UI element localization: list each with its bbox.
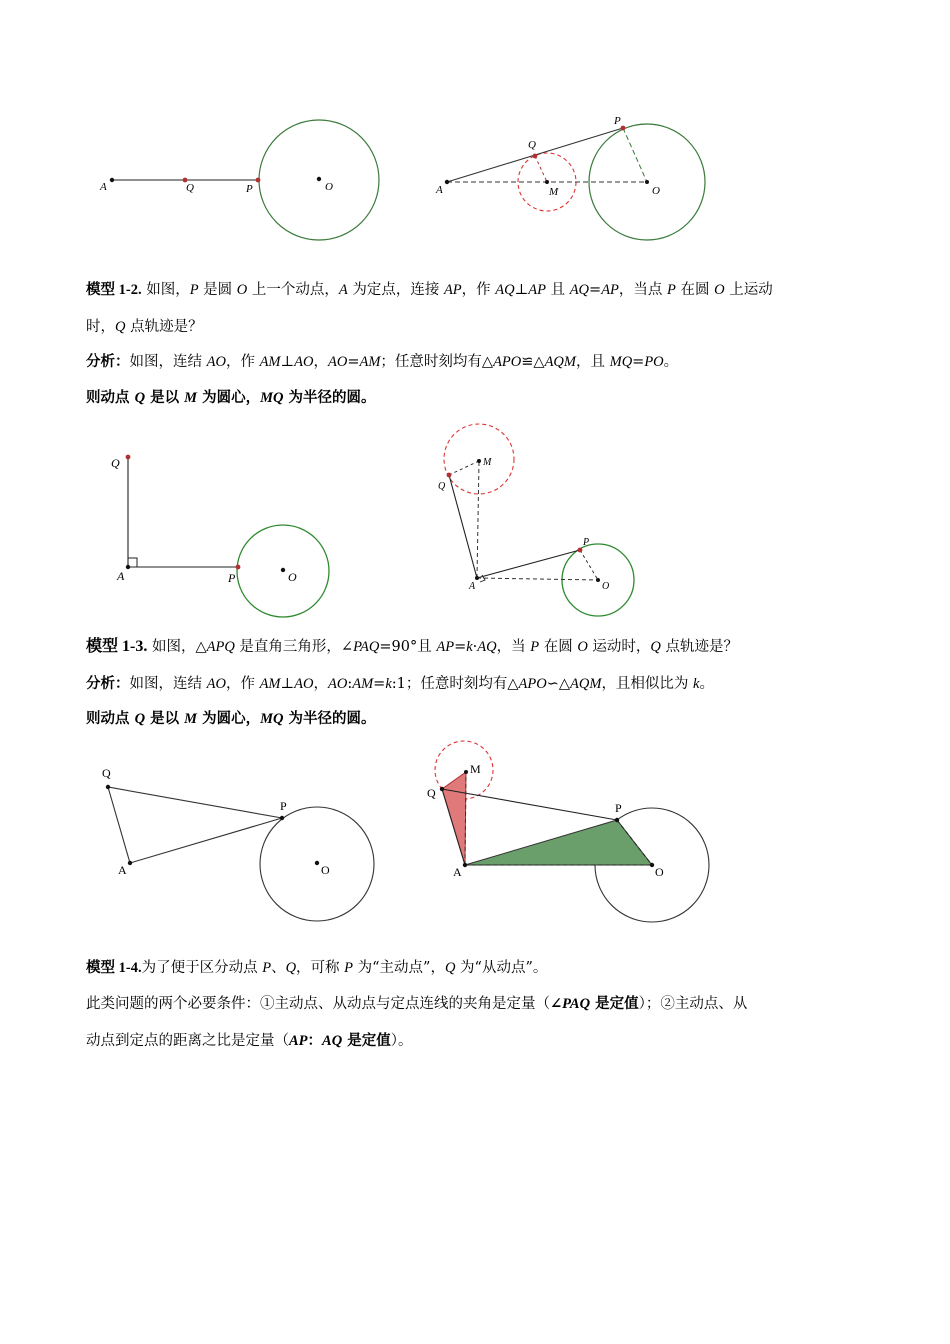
text-seg: 此类问题的两个必要条件：①主动点、从动点与定点连线的夹角是定量（ [86,996,550,1012]
text-seg: 是以 [145,710,185,727]
point-q [440,787,444,791]
text-seg: =90°且 [379,639,437,655]
figure-model-1-3-similarity [420,735,720,930]
angle-symbol: ∠ [550,995,563,1012]
point-q [126,455,131,460]
var: AQ [477,639,497,655]
point-a [126,565,130,569]
segment-qp [442,789,617,820]
var: AM [359,354,381,370]
segment-ap [477,550,580,578]
text-seg: ， [313,676,328,692]
text-seg: · [472,639,478,655]
text-seg: 是以 [145,389,185,406]
text-seg: 运动时， [587,639,651,655]
point-p [615,818,619,822]
label-p: P [583,537,590,548]
text-seg: ，当 [496,639,531,655]
analysis-label: 分析： [86,675,130,692]
var: O [577,639,588,655]
label-a: A [436,184,443,196]
label-q: Q [111,456,120,470]
text-seg: ，作 [461,282,496,298]
model-1-3-analysis [86,674,714,694]
label-a: A [117,569,125,583]
point-p [236,565,241,570]
var: APO [518,676,547,692]
model-1-3-line-1 [86,637,738,657]
text-seg: ）。 [390,1033,413,1049]
label-a: A [118,863,127,877]
text-seg: 如图，△ [147,639,207,655]
text-seg: 则动点 [86,710,135,727]
segment-po [623,128,647,182]
text-seg: ，可称 [296,960,345,976]
point-p [256,178,261,183]
text-seg: ）；②主动点、从 [638,996,748,1012]
var: AO [206,354,226,370]
point-a [110,178,114,182]
segment-am [477,461,479,578]
model-1-3-label: 模型 1-3. [86,638,148,655]
var: AO [327,354,348,370]
var: M [184,711,198,727]
text-seg: : [347,676,353,692]
var: AP [528,282,546,298]
text-seg: 为“从动点”。 [455,960,548,976]
label-m: M [470,762,481,776]
text-seg: ⊥ [514,282,529,298]
var: A [338,282,348,298]
var: AQ [569,282,590,298]
point-a [445,180,449,184]
var: Q [115,319,126,335]
text-seg: ，作 [225,354,260,370]
label-q: Q [427,786,436,800]
point-q [106,785,110,789]
text-seg: ， [313,354,328,370]
point-o [281,568,285,572]
label-a: A [469,581,476,592]
var: P [189,282,199,298]
point-o [650,863,654,867]
text-seg: 。 [699,676,714,692]
text-seg: 如图，连结 [129,676,207,692]
triangle-aqm-filled [442,772,466,865]
var: AM [259,676,281,692]
text-seg: ，当点 [618,282,668,298]
point-o [317,177,321,181]
text-seg: 是定值 [342,1032,391,1049]
text-seg: = [454,639,467,655]
point-m [464,770,468,774]
text-seg: 且 [545,282,570,298]
figure-model-1-2-analysis [430,110,720,250]
text-seg: = [589,282,602,298]
text-seg: 如图，连结 [129,354,207,370]
point-o [596,578,600,582]
var: AO [294,676,314,692]
text-seg: 在圆 [675,282,715,298]
text-seg: 上运动 [724,282,773,298]
model-1-2-conclusion [86,388,376,408]
figure-model-1-2-basic [90,110,390,250]
label-q: Q [102,766,111,780]
point-a [475,576,479,580]
var: MQ [609,354,633,370]
text-seg: 则动点 [86,389,135,406]
text-seg: 如图， [141,282,190,298]
text-seg: ，且相似比为 [601,676,694,692]
var: APO [493,354,522,370]
var: k [466,639,473,655]
label-o: O [325,181,333,193]
var: AP [436,639,455,655]
point-a [463,863,467,867]
var: AQM [570,676,602,692]
var: AQ [495,282,515,298]
var: M [184,390,198,406]
text-seg: ⊥ [280,676,295,692]
point-p [280,816,284,820]
label-q: Q [438,481,446,492]
text-seg: 为“主动点”， [353,960,445,976]
var: k [693,676,700,692]
text-seg: 是定值 [590,995,639,1012]
segment-qm [535,156,547,182]
triangle-apo-filled [465,820,652,865]
figure-model-1-3-basic [100,440,350,620]
text-seg: ： [307,1032,323,1049]
text-seg: 为圆心， [197,710,261,727]
model-1-2-line-2 [86,317,203,337]
label-o: O [652,185,660,197]
analysis-label: 分析： [86,353,130,370]
var: AO [327,676,348,692]
point-o [315,861,319,865]
var: AO [294,354,314,370]
text-seg: ≌△ [521,354,545,370]
var: MQ [260,390,284,406]
label-a: A [100,181,107,193]
text-seg: 为圆心， [197,389,261,406]
model-1-4-line-3 [86,1031,413,1051]
var: P [530,639,540,655]
var: AQ [322,1033,343,1049]
model-1-4-line-2 [86,994,747,1014]
var: O [714,282,725,298]
var: PAQ [353,639,380,655]
model-1-3-conclusion [86,709,376,729]
text-seg: ，且 [576,354,610,370]
label-m: M [549,186,559,198]
var: MQ [260,711,284,727]
text-seg: 为定点，连接 [347,282,444,298]
var: AO [206,676,226,692]
text-seg: ⊥ [280,354,295,370]
var: Q [285,960,297,976]
var: APQ [206,639,235,655]
point-m [545,180,549,184]
model-1-4-label: 模型 1-4. [86,960,142,976]
text-seg: 是直角三角形，∠ [234,639,354,655]
text-seg: = [632,354,645,370]
label-o: O [321,863,330,877]
label-o: O [602,581,610,592]
text-seg: 在圆 [539,639,578,655]
text-seg: 动点到定点的距离之比是定量（ [86,1033,289,1049]
var: AP [289,1033,308,1049]
var: P [667,282,676,298]
figure-model-1-3-triangle [90,760,390,930]
label-o: O [655,865,664,879]
var: O [236,282,248,298]
var: Q [134,711,146,727]
text-seg: 点轨迹是？ [125,319,203,335]
var: PAQ [562,996,591,1012]
text-seg: 时， [86,319,115,335]
var: AM [259,354,281,370]
var: P [344,960,354,976]
text-seg: 、 [271,960,286,976]
var: AP [443,282,462,298]
label-a: A [453,865,462,879]
var: PO [644,354,664,370]
var: AM [352,676,374,692]
text-seg: 是圆 [198,282,237,298]
text-seg: = [373,676,386,692]
label-p: P [614,115,621,127]
var: Q [650,639,661,655]
triangle-apq [108,787,282,863]
text-seg: = [347,354,360,370]
point-q [533,154,538,159]
label-p: P [615,801,622,815]
label-q: Q [528,139,536,151]
figure-model-1-3-analysis [430,415,650,625]
segment-qm [449,461,479,475]
point-p [621,126,626,131]
label-o: O [288,570,297,584]
model-1-2-line-1 [86,280,773,300]
text-seg: 为半径的圆。 [283,389,376,406]
text-seg: 为了便于区分动点 [141,960,263,976]
point-m [477,459,481,463]
segment-po [580,550,598,580]
text-seg: 点轨迹是？ [660,639,738,655]
text-seg: 。 [663,354,679,370]
var: AQM [544,354,576,370]
var: AP [601,282,619,298]
model-1-2-label: 模型 1-2. [86,282,142,298]
text-seg: ∽△ [546,676,571,692]
label-p: P [228,571,236,585]
label-q: Q [186,182,194,194]
text-seg: :1；任意时刻均有△ [391,676,519,692]
model-1-2-analysis [86,352,678,372]
model-1-4-line-1 [86,958,547,978]
text-seg: 上一个动点， [247,282,339,298]
text-seg: ；任意时刻均有△ [380,354,494,370]
point-q [447,473,452,478]
var: P [262,960,272,976]
var: Q [134,390,146,406]
label-m: M [483,457,492,468]
var: Q [444,960,456,976]
text-seg: 为半径的圆。 [283,710,376,727]
label-p: P [246,183,253,195]
var: k [385,676,392,692]
point-p [578,548,583,553]
segment-ao [477,578,598,580]
text-seg: ，作 [225,676,260,692]
label-p: P [280,799,287,813]
point-o [645,180,649,184]
point-a [128,861,132,865]
